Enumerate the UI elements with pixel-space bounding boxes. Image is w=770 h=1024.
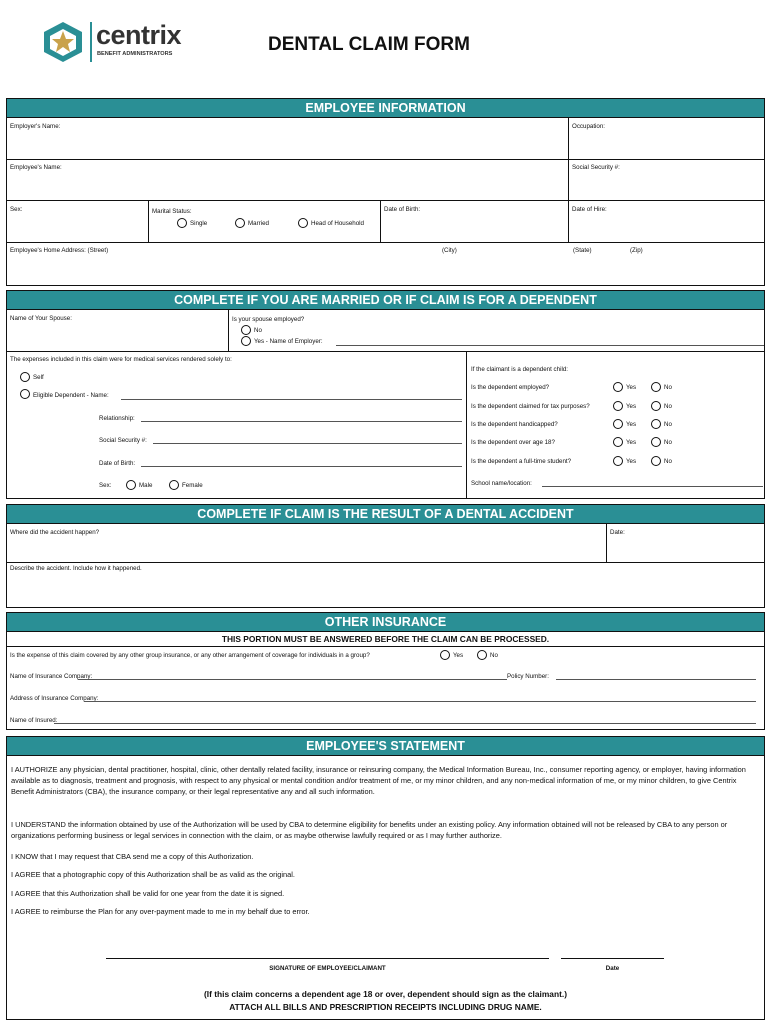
dependent-dob-label: Date of Birth: <box>99 460 136 467</box>
employer-name-field[interactable]: Employer's Name: <box>10 123 61 130</box>
dependent-name-line[interactable] <box>121 399 462 400</box>
insurance-company-address-line[interactable] <box>84 701 756 702</box>
head-of-household-label: Head of Household <box>311 220 364 227</box>
yes-label: Yes <box>626 403 637 410</box>
no-label: No <box>664 384 672 391</box>
attach-bills-note: ATTACH ALL BILLS AND PRESCRIPTION RECEIPTS INCLUDING DRUG NAME. <box>229 1002 542 1012</box>
other-coverage-no-label: No <box>490 652 498 659</box>
city-label: (City) <box>442 247 457 254</box>
agree-copy-paragraph: I AGREE that a photographic copy of this Authorization shall be as valid as the original. <box>11 870 295 879</box>
self-radio[interactable] <box>20 372 30 382</box>
dependent-child-intro: If the claimant is a dependent child: <box>471 366 568 373</box>
question-employed: Is the dependent employed? <box>471 384 550 391</box>
home-address-field[interactable]: Employee's Home Address: (Street) <box>10 247 109 254</box>
other-coverage-no-radio[interactable] <box>477 650 487 660</box>
spouse-employed-yes-radio[interactable] <box>241 336 251 346</box>
accident-section-header: COMPLETE IF CLAIM IS THE RESULT OF A DENTAL ACCIDENT <box>6 504 765 524</box>
accident-description-field[interactable]: Describe the accident. Include how it happened. <box>10 565 142 572</box>
spouse-employed-label: Is your spouse employed? <box>232 316 305 323</box>
yes-label: Yes <box>626 458 637 465</box>
form-title: DENTAL CLAIM FORM <box>268 34 470 55</box>
accident-date-field[interactable]: Date: <box>610 529 625 536</box>
question-over-18-no-radio[interactable] <box>651 437 661 447</box>
no-label: No <box>664 458 672 465</box>
other-insurance-notice: THIS PORTION MUST BE ANSWERED BEFORE THE CLAIM CAN BE PROCESSED. <box>221 634 550 644</box>
question-student-no-radio[interactable] <box>651 456 661 466</box>
dependent-sex-label: Sex: <box>99 482 112 489</box>
employee-statement-header: EMPLOYEE'S STATEMENT <box>6 736 765 756</box>
no-label: No <box>664 421 672 428</box>
married-radio[interactable] <box>235 218 245 228</box>
employee-information-header: EMPLOYEE INFORMATION <box>6 98 765 118</box>
eligible-dependent-label: Eligible Dependent - Name: <box>33 392 109 399</box>
marital-status-label: Marital Status: <box>152 208 192 215</box>
single-radio[interactable] <box>177 218 187 228</box>
spouse-employer-line[interactable] <box>336 345 764 346</box>
zip-label: (Zip) <box>630 247 643 254</box>
other-insurance-header: OTHER INSURANCE <box>6 612 765 632</box>
school-line[interactable] <box>542 486 763 487</box>
spouse-name-field[interactable]: Name of Your Spouse: <box>10 315 72 322</box>
question-student-yes-radio[interactable] <box>613 456 623 466</box>
expenses-intro: The expenses included in this claim were for medical services rendered solely to: <box>10 356 232 363</box>
yes-label: Yes <box>626 421 637 428</box>
brand-tagline: BENEFIT ADMINISTRATORS <box>97 51 173 57</box>
single-label: Single <box>190 220 208 227</box>
female-label: Female <box>182 482 203 489</box>
question-handicapped-yes-radio[interactable] <box>613 419 623 429</box>
eligible-dependent-radio[interactable] <box>20 389 30 399</box>
employee-information-section <box>6 118 765 286</box>
employee-dob-field[interactable]: Date of Birth: <box>384 206 421 213</box>
question-tax: Is the dependent claimed for tax purposes? <box>471 403 590 410</box>
agree-reimburse-paragraph: I AGREE to reimburse the Plan for any over-payment made to me in my behalf due to error. <box>11 907 310 916</box>
self-label: Self <box>33 374 44 381</box>
policy-number-line[interactable] <box>556 679 756 680</box>
yes-label: Yes <box>626 384 637 391</box>
dependent-ssn-line[interactable] <box>153 443 462 444</box>
question-employed-yes-radio[interactable] <box>613 382 623 392</box>
married-label: Married <box>248 220 269 227</box>
insurance-company-name-line[interactable] <box>78 679 507 680</box>
other-coverage-question: Is the expense of this claim covered by any other group insurance, or any other arrangement of coverage for individuals in a group? <box>10 652 370 659</box>
authorize-paragraph: I AUTHORIZE any physician, dental practitioner, hospital, clinic, other dentally related facility, insurance or reinsuring company, the Medical Information Bureau, Inc., consumer reporting agency, or employer, having information available as to diagnosis, treatment and prognosis, with respect to any physical or mental condition and/or treatment of me, or my minor children, and any non-medical information of me, or my minor children, to give Centrix Benefit Administrators (CBA), the insurance company, or their legal representative any and all such information. <box>11 765 746 797</box>
no-label: No <box>664 403 672 410</box>
other-coverage-yes-radio[interactable] <box>440 650 450 660</box>
date-line[interactable] <box>561 958 664 959</box>
question-handicapped: Is the dependent handicapped? <box>471 421 558 428</box>
understand-paragraph: I UNDERSTAND the information obtained by use of the Authorization will be used by CBA to determine eligibility for benefits under an existing policy. Any information obtained will not be released by CBA to any person or organizations performing business or legal services in connection with the claim, or as maybe otherwise lawfully required or as I may further authorize. <box>11 820 728 841</box>
date-of-hire-field[interactable]: Date of Hire: <box>572 206 607 213</box>
no-label: No <box>664 439 672 446</box>
brand-name: centrix <box>96 20 182 50</box>
dependent-signing-note: (If this claim concerns a dependent age 18 or over, dependent should sign as the claimant.) <box>203 989 567 999</box>
relationship-line[interactable] <box>141 421 462 422</box>
question-tax-no-radio[interactable] <box>651 401 661 411</box>
signature-line[interactable] <box>106 958 549 959</box>
question-student: Is the dependent a full-time student? <box>471 458 572 465</box>
dependent-section-header: COMPLETE IF YOU ARE MARRIED OR IF CLAIM IS FOR A DEPENDENT <box>6 290 765 310</box>
accident-where-field[interactable]: Where did the accident happen? <box>10 529 100 536</box>
state-label: (State) <box>573 247 592 254</box>
head-of-household-radio[interactable] <box>298 218 308 228</box>
employee-ssn-field[interactable]: Social Security #: <box>572 164 620 171</box>
signature-date-label: Date <box>605 965 620 972</box>
insurance-company-name-label: Name of Insurance Company: <box>10 673 93 680</box>
question-over-18-yes-radio[interactable] <box>613 437 623 447</box>
occupation-field[interactable]: Occupation: <box>572 123 606 130</box>
signature-label: SIGNATURE OF EMPLOYEE/CLAIMANT <box>269 965 386 972</box>
know-paragraph: I KNOW that I may request that CBA send me a copy of this Authorization. <box>11 852 254 861</box>
question-employed-no-radio[interactable] <box>651 382 661 392</box>
female-radio[interactable] <box>169 480 179 490</box>
agree-valid-paragraph: I AGREE that this Authorization shall be valid for one year from the date it is signed. <box>11 889 285 898</box>
insurance-company-address-label: Address of Insurance Company: <box>10 695 99 702</box>
insured-name-label: Name of Insured: <box>10 717 58 724</box>
school-label: School name/location: <box>471 480 532 487</box>
insured-name-line[interactable] <box>54 723 756 724</box>
brand-logo <box>40 20 190 64</box>
spouse-employed-no-radio[interactable] <box>241 325 251 335</box>
employee-name-field[interactable]: Employee's Name: <box>10 164 62 171</box>
spouse-employed-no-label: No <box>254 327 262 334</box>
relationship-label: Relationship: <box>99 415 135 422</box>
other-coverage-yes-label: Yes <box>453 652 464 659</box>
dependent-dob-line[interactable] <box>141 466 462 467</box>
spouse-employer-label: Yes - Name of Employer: <box>254 338 323 345</box>
yes-label: Yes <box>626 439 637 446</box>
male-radio[interactable] <box>126 480 136 490</box>
brand-divider <box>90 22 92 62</box>
employee-sex-field[interactable]: Sex: <box>10 206 23 213</box>
question-tax-yes-radio[interactable] <box>613 401 623 411</box>
policy-number-label: Policy Number: <box>507 673 549 680</box>
dependent-ssn-label: Social Security #: <box>99 437 147 444</box>
centrix-emblem-icon <box>40 20 86 64</box>
question-handicapped-no-radio[interactable] <box>651 419 661 429</box>
question-over-18: Is the dependent over age 18? <box>471 439 555 446</box>
male-label: Male <box>139 482 153 489</box>
